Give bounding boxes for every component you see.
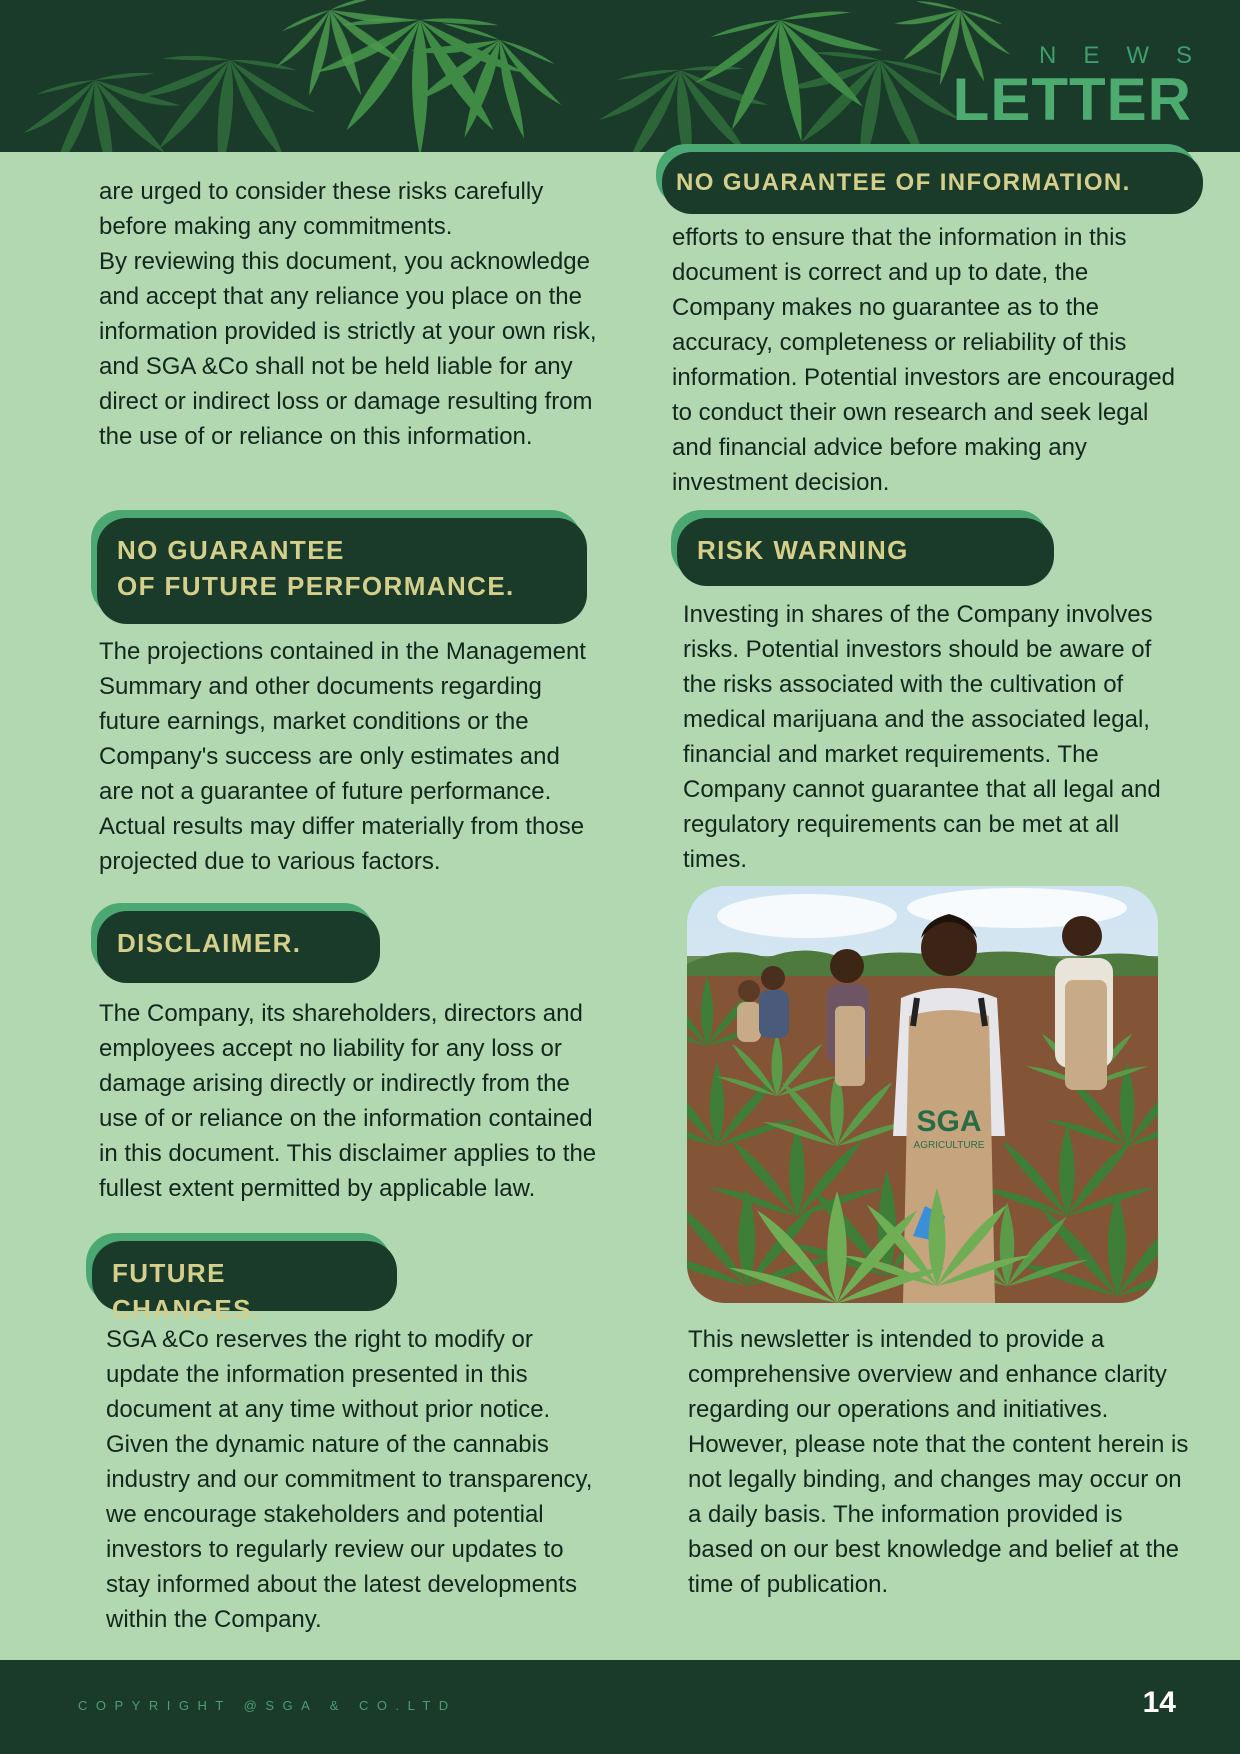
masthead-letter: LETTER	[952, 66, 1192, 133]
future-changes-paragraph: SGA &Co reserves the right to modify or update the information presented in this document at any time without prior notice. Given the dynamic nature of the cannabis industry and our commitment to transparency, we encourage stakeholders and potential investors to regularly review our updates to stay informed about the latest developments within the Company.	[106, 1326, 593, 1633]
disclaimer-heading-text: DISCLAIMER.	[117, 928, 302, 958]
intro-paragraph: are urged to consider these risks carefully before making any commitments. By reviewing this document, you acknowledge and accept that any reliance you place on the information provided is strictly at your own risk, and SGA &Co shall not be held liable for any direct or indirect loss or damage resulting from the use of or reliance on this information.	[99, 178, 597, 450]
apron-brand-text: SGA	[916, 1105, 982, 1138]
future-performance-heading-line2: OF FUTURE PERFORMANCE.	[117, 571, 515, 601]
disclaimer-heading	[97, 911, 380, 983]
masthead-news: NEWS	[1039, 42, 1219, 69]
footer-bar	[0, 1660, 1240, 1754]
farm-workers-illustration	[687, 886, 1158, 1303]
future-changes-heading-text: FUTURE CHANGES.	[112, 1258, 261, 1324]
risk-warning-paragraph: Investing in shares of the Company involves risks. Potential investors should be aware of the risks associated with the cultivation of medical marijuana and the associated legal, financial and market requirements. The Company cannot guarantee that all legal and regulatory requirements can be met at all times.	[683, 601, 1161, 873]
header-banner	[0, 0, 1240, 152]
copyright-text: COPYRIGHT @SGA & CO.LTD	[78, 1698, 457, 1713]
future-performance-paragraph: The projections contained in the Management Summary and other documents regarding future earnings, market conditions or the Company's success are only estimates and are not a guarantee of future performance. Actual results may differ materially from those projected due to various factors.	[99, 638, 586, 875]
newsletter-masthead	[952, 42, 1219, 133]
closing-paragraph: This newsletter is intended to provide a comprehensive overview and enhance clarity regarding our operations and initiatives. However, please note that the content herein is not legally binding, and changes may occur on a daily basis. The information provided is based on our best knowledge and belief at the time of publication.	[688, 1326, 1189, 1598]
future-performance-heading-line1: NO GUARANTEE	[117, 535, 345, 565]
farm-workers-photo	[687, 886, 1158, 1303]
future-performance-heading	[97, 518, 587, 624]
information-heading	[662, 152, 1203, 214]
apron-sub-text: AGRICULTURE	[913, 1140, 985, 1151]
page-number: 14	[1142, 1686, 1176, 1719]
risk-warning-heading-text: RISK WARNING	[697, 535, 909, 565]
risk-warning-heading	[677, 518, 1054, 586]
information-paragraph: efforts to ensure that the information in this document is correct and up to date, the Company makes no guarantee as to the accuracy, completeness or reliability of this information. Potential investors are encouraged to conduct their own research and seek legal and financial advice before making any investment decision.	[672, 224, 1175, 496]
information-heading-text: NO GUARANTEE OF INFORMATION.	[676, 169, 1131, 196]
disclaimer-paragraph: The Company, its shareholders, directors and employees accept no liability for any loss or damage arising directly or indirectly from the use of or reliance on the information contained in this document. This disclaimer applies to the fullest extent permitted by applicable law.	[99, 1000, 597, 1202]
future-changes-heading	[92, 1241, 397, 1324]
